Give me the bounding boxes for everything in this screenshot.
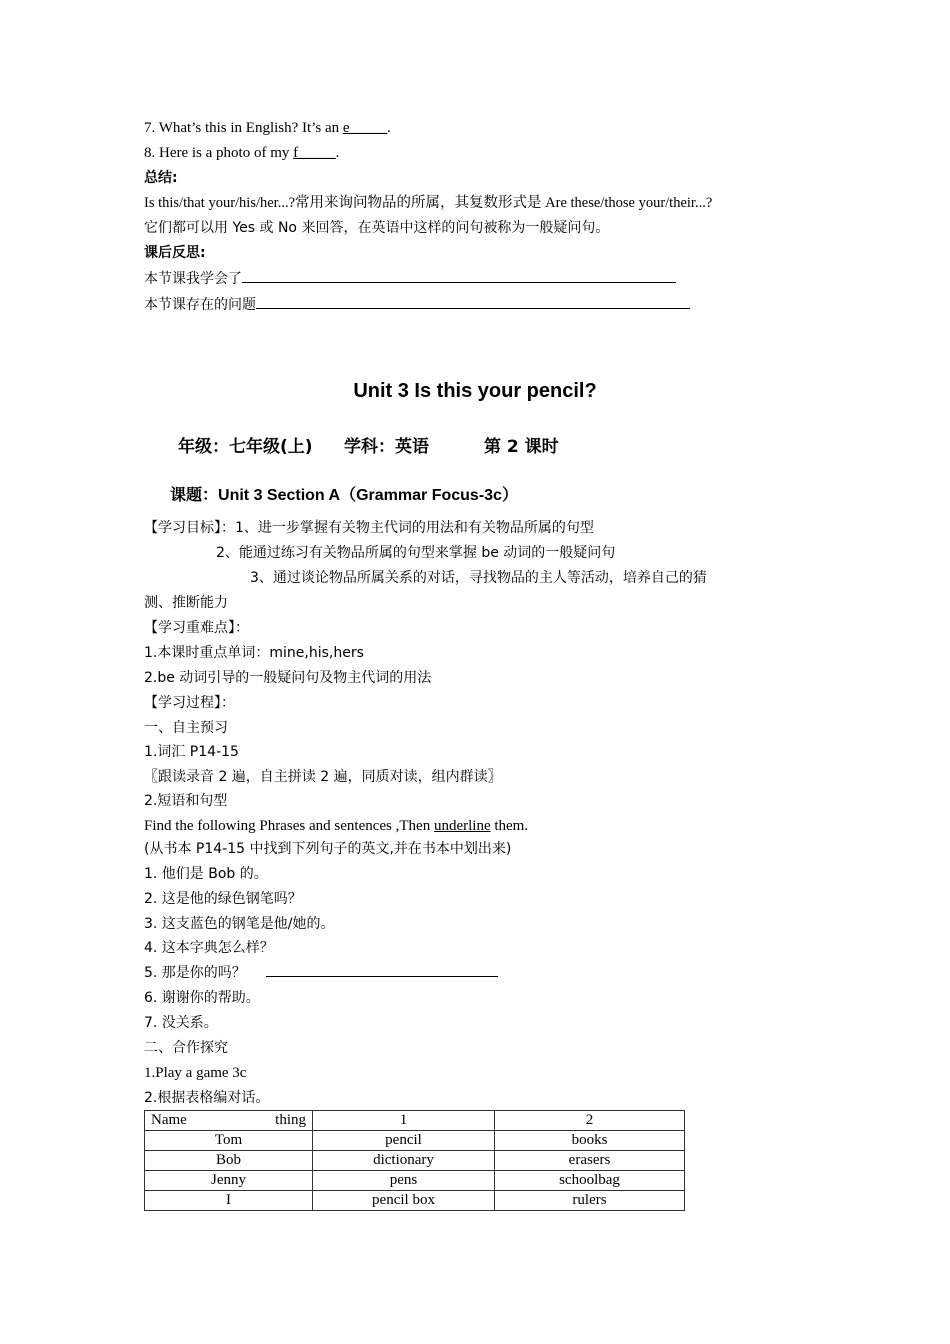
cell: Jenny (145, 1171, 313, 1191)
cell: rulers (495, 1191, 685, 1211)
cell: books (495, 1131, 685, 1151)
cell: pens (313, 1171, 495, 1191)
objective-1: 【学习目标】：1、进一步掌握有关物主代词的用法和有关物品所属的句型 (144, 520, 594, 536)
table-row (145, 1131, 685, 1151)
objective-3-cont: 测、推断能力 (144, 595, 228, 611)
blank-line (266, 964, 498, 977)
game-line: 1.Play a game 3c (144, 1065, 247, 1081)
summary-line: Is this/that your/his/her...?常用来询问物品的所属，其复数形式是 Are these/those your/their...? (144, 195, 713, 211)
key-point: 2.be 动词引导的一般疑问句及物主代词的用法 (144, 670, 432, 686)
label: 本节课存在的问题 (144, 297, 256, 313)
blank-line (242, 268, 676, 283)
text: Find the following Phrases and sentences ,Then (144, 818, 434, 834)
reflection-heading: 课后反思: (144, 245, 206, 261)
text: . (335, 145, 340, 161)
sentence: 2. 这是他的绿色钢笔吗？ (144, 891, 302, 907)
header-cell: 2 (495, 1111, 685, 1131)
find-instructions (144, 816, 528, 836)
things-table (144, 1110, 685, 1211)
cell: pencil (313, 1131, 495, 1151)
cell: pencil box (313, 1191, 495, 1211)
cell: schoolbag (495, 1171, 685, 1191)
reflection-problems (144, 294, 690, 315)
question-7 (144, 118, 391, 138)
reflection-learned (144, 268, 676, 289)
blank: e_____ (342, 120, 388, 136)
header-cell: 1 (313, 1111, 495, 1131)
text: thing (275, 1112, 306, 1128)
objective-2: 2、能通过练习有关物品所属的句型来掌握 be 动词的一般疑问句 (216, 545, 616, 561)
table-row (145, 1191, 685, 1211)
key-points-heading: 【学习重难点】： (144, 620, 249, 636)
label: 课题： (170, 485, 219, 504)
text: 5. 那是你的吗？ (144, 965, 246, 981)
question-8 (144, 143, 339, 163)
table-row (145, 1151, 685, 1171)
sentence: 6. 谢谢你的帮助。 (144, 990, 260, 1006)
sentence (144, 963, 498, 983)
reading-instructions: 〖跟读录音 2 遍，自主拼读 2 遍，同质对读，组内群读〗 (144, 769, 502, 785)
sentence: 7. 没关系。 (144, 1015, 218, 1031)
sentence: 4. 这本字典怎么样？ (144, 940, 274, 956)
vocab-line: 1.词汇 P14-15 (144, 744, 239, 760)
objective-3: 3、通过谈论物品所属关系的对话，寻找物品的主人等活动，培养自己的猜 (250, 570, 707, 586)
label: 本节课我学会了 (144, 271, 242, 287)
table-instructions: 2.根据表格编对话。 (144, 1090, 270, 1106)
text: 8. Here is a photo of my (144, 145, 294, 161)
table-row (145, 1171, 685, 1191)
value: Unit 3 Section A（Grammar Focus-3c） (218, 487, 518, 504)
header-cell (145, 1111, 313, 1131)
cell: I (145, 1191, 313, 1211)
subject: 学科：英语 (344, 437, 429, 457)
grade: 年级：七年级(上) (178, 437, 313, 457)
blank: f_____ (293, 145, 336, 161)
key-point: 1.本课时重点单词：mine,his,hers (144, 645, 364, 661)
summary-line: 它们都可以用 Yes 或 No 来回答，在英语中这样的问句被称为一般疑问句。 (144, 220, 610, 236)
text: them. (490, 818, 529, 834)
sentence: 1. 他们是 Bob 的。 (144, 866, 268, 882)
table-header (145, 1111, 685, 1131)
text: Name (151, 1112, 187, 1128)
process-heading: 【学习过程】： (144, 695, 235, 711)
blank-line (256, 294, 690, 309)
text: underline (433, 818, 491, 834)
phrases-heading: 2.短语和句型 (144, 793, 228, 809)
cell: erasers (495, 1151, 685, 1171)
text: . (387, 120, 391, 136)
lesson-title: Unit 3 Is this your pencil? (353, 380, 597, 402)
period: 第 2 课时 (484, 437, 559, 457)
section-heading: 二、合作探究 (144, 1040, 228, 1056)
cell: Bob (145, 1151, 313, 1171)
cell: dictionary (313, 1151, 495, 1171)
cell: Tom (145, 1131, 313, 1151)
summary-heading: 总结: (144, 170, 178, 186)
text: 7. What’s this in English? It’s an (144, 120, 343, 136)
topic (170, 482, 518, 505)
section-heading: 一、自主预习 (144, 720, 228, 736)
find-instructions-cn: (从书本 P14-15 中找到下列句子的英文,并在书本中划出来) (144, 841, 512, 857)
sentence: 3. 这支蓝色的钢笔是他/她的。 (144, 916, 335, 932)
